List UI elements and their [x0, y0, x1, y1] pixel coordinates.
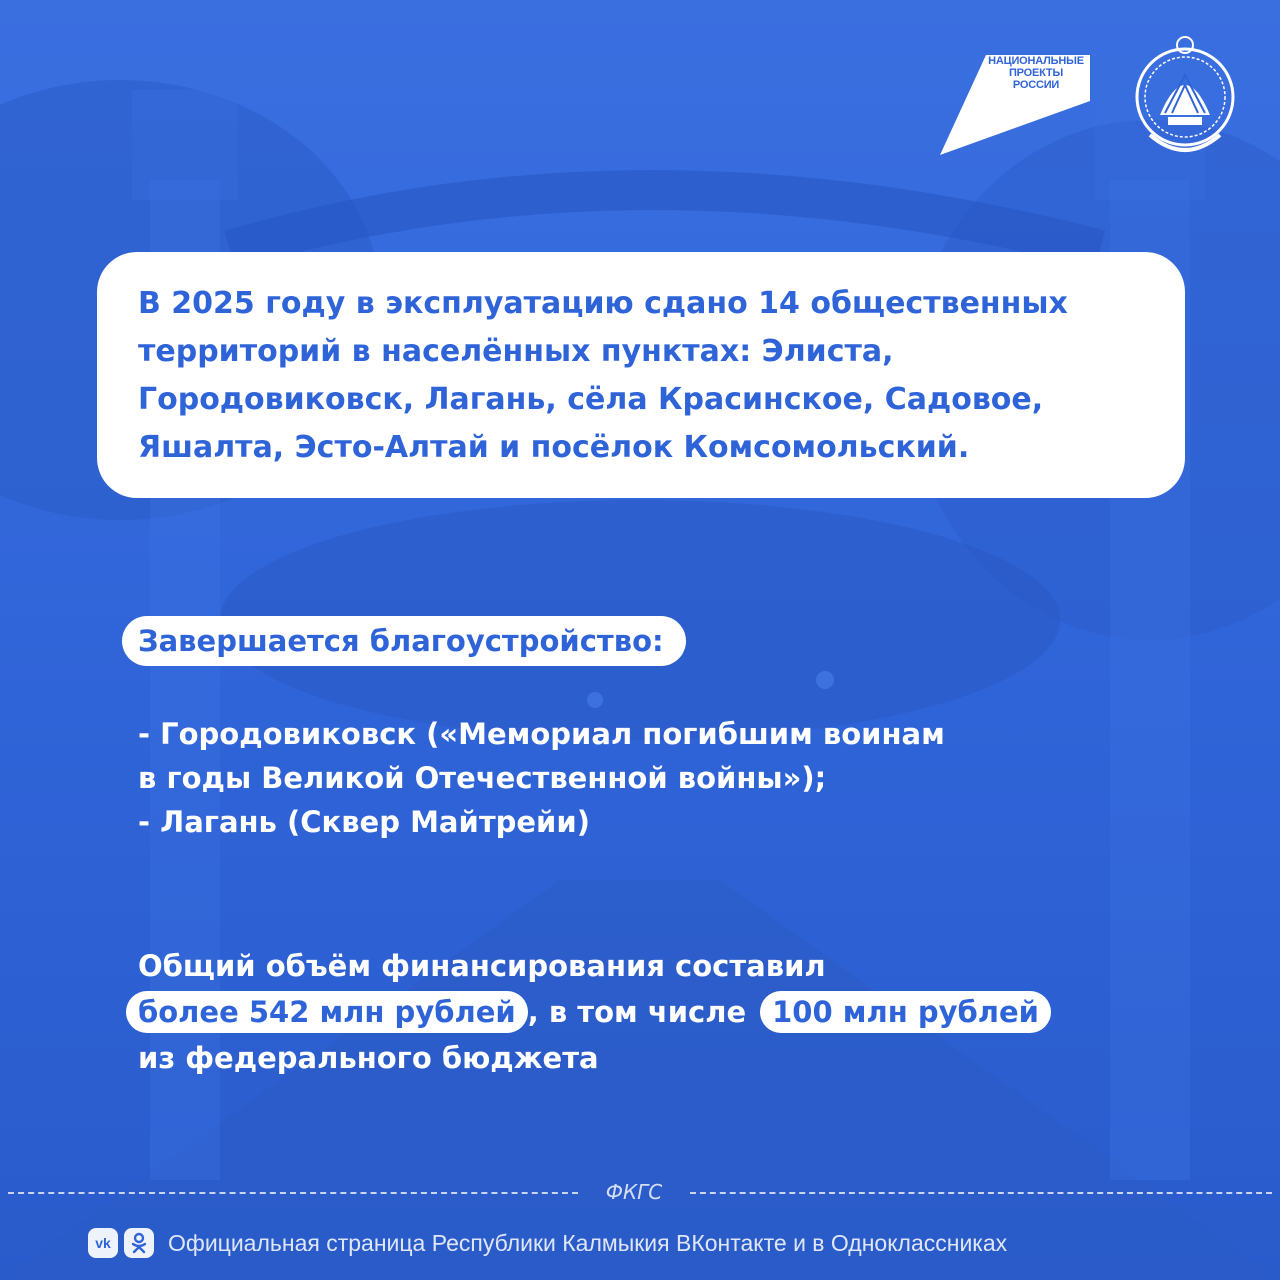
summary-text: В 2025 году в эксплуатацию сдано 14 общественных территорий в населённых пунктах: Элиста, Городовиковск, Лагань, сёла Красинское, Садовое, Яшалта, Эсто-Алтай и посёлок Комсомольский. — [138, 286, 1068, 465]
funding-line-3: из федерального бюджета — [138, 1041, 599, 1075]
funding-line-1: Общий объём финансирования составил — [138, 949, 826, 983]
list-item: - Городовиковск («Мемориал погибшим воинам в годы Великой Отечественной войны»); — [138, 717, 945, 795]
vk-icon[interactable]: vk — [88, 1228, 118, 1258]
section-heading: Завершается благоустройство: — [122, 616, 686, 666]
national-projects-logo-text: НАЦИОНАЛЬНЫЕ ПРОЕКТЫ РОССИИ — [988, 55, 1084, 91]
kalmykia-emblem-icon — [1130, 35, 1240, 165]
funding-middle-text: , в том числе — [527, 995, 747, 1029]
funding-block — [138, 943, 1198, 1081]
source-label: ФКГС — [605, 1180, 663, 1204]
footer — [88, 1228, 1007, 1258]
footer-text[interactable]: Официальная страница Республики Калмыкия ВКонтакте и в Одноклассниках — [168, 1229, 1008, 1256]
funding-line-2 — [138, 989, 1198, 1035]
odnoklassniki-icon[interactable] — [124, 1228, 154, 1258]
divider-line-right — [690, 1192, 1272, 1194]
source-divider — [0, 1180, 1280, 1204]
list-item: - Лагань (Сквер Майтрейи) — [138, 805, 590, 839]
improvement-list — [138, 712, 1178, 844]
funding-total-highlight: более 542 млн рублей — [126, 991, 528, 1033]
divider-line-left — [8, 1192, 578, 1194]
funding-federal-highlight: 100 млн рублей — [760, 991, 1051, 1033]
